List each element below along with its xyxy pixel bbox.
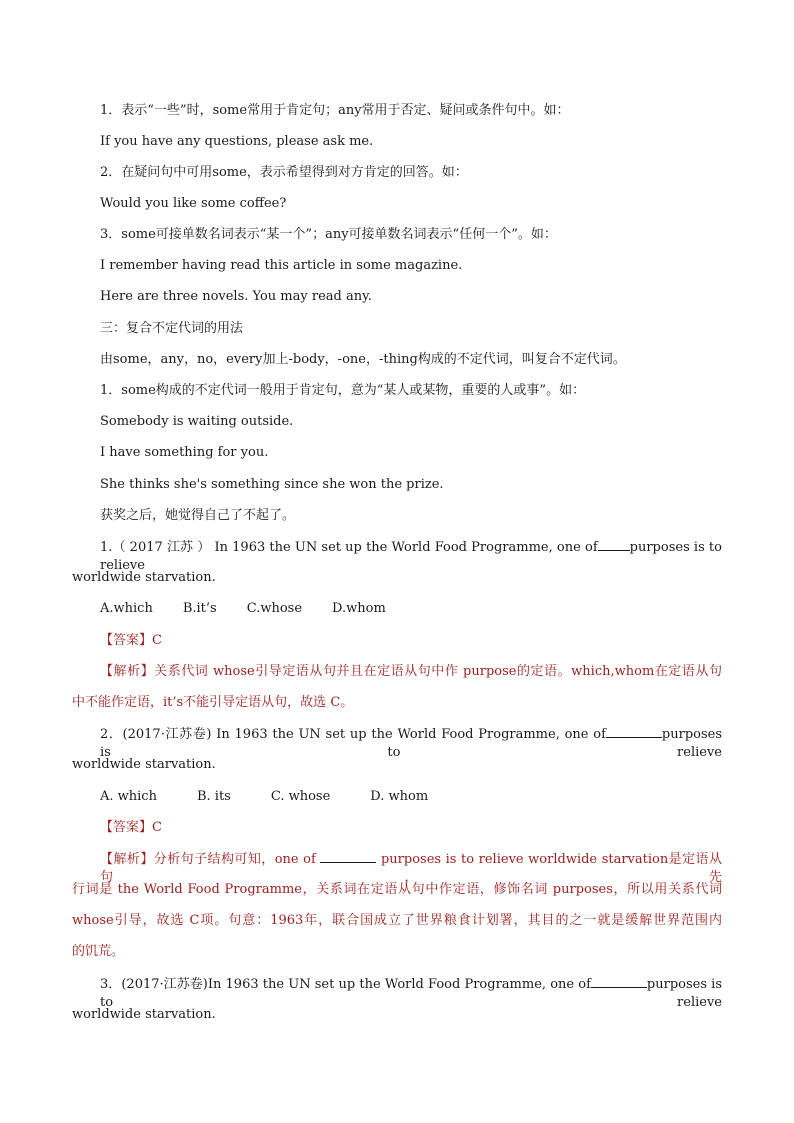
rule-compound-1: 1．some构成的不定代词一般用于肯定句，意为“某人或某物，重要的人或事”。如： bbox=[100, 383, 586, 398]
option-c: C.whose bbox=[246, 601, 303, 616]
example-translation: 获奖之后，她觉得自己了不起了。 bbox=[100, 508, 296, 523]
analysis-text: 行词是 the World Food Programme，关系词在定语从句中作定语，修饰名词 purposes，所以用关系代词 bbox=[72, 882, 722, 897]
question-1-options bbox=[100, 600, 416, 618]
question-2-stem-cont: worldwide starvation. bbox=[72, 757, 216, 772]
rule-some-any-2: 2．在疑问句中可用some，表示希望得到对方肯定的回答。如： bbox=[100, 165, 468, 180]
option-d: D.whom bbox=[332, 601, 386, 616]
question-3-stem-cont: worldwide starvation. bbox=[72, 1007, 216, 1022]
question-3-stem: 3．(2017·江苏卷)In 1963 the UN set up the World Food Programme, one of purposes is to relieve bbox=[100, 977, 722, 1010]
section-intro: 由some，any，no，every加上-body，-one，-thing构成的不定代词，叫复合不定代词。 bbox=[100, 352, 626, 367]
example-sentence: She thinks she's something since she won the prize. bbox=[100, 477, 444, 492]
rule-some-any-3: 3．some可接单数名词表示“某一个”；any可接单数名词表示“任何一个”。如： bbox=[100, 227, 557, 242]
option-b: B.it’s bbox=[182, 601, 217, 616]
example-sentence: Here are three novels. You may read any. bbox=[100, 289, 372, 304]
question-2-options bbox=[100, 788, 468, 806]
option-c: C. whose bbox=[270, 789, 331, 804]
rule-some-any-1: 1．表示“一些”时，some常用于肯定句；any常用于否定、疑问或条件句中。如： bbox=[100, 103, 570, 118]
analysis-text: 的饥荒。 bbox=[72, 944, 125, 959]
example-sentence: Somebody is waiting outside. bbox=[100, 414, 294, 429]
answer-blank bbox=[320, 850, 376, 863]
answer-blank bbox=[606, 725, 662, 738]
answer-label: 【答案】C bbox=[100, 820, 162, 835]
analysis-text: 中不能作定语，it’s不能引导定语从句，故选 C。 bbox=[72, 695, 354, 710]
question-2-stem: 2．(2017·江苏卷) In 1963 the UN set up the World Food Programme, one of purposes is to relieve bbox=[100, 727, 722, 760]
option-a: A.which bbox=[100, 601, 153, 616]
answer-label: 【答案】C bbox=[100, 633, 162, 648]
answer-blank bbox=[591, 975, 647, 988]
option-d: D. whom bbox=[370, 789, 429, 804]
example-sentence: Would you like some coffee? bbox=[100, 196, 287, 211]
example-sentence: If you have any questions, please ask me. bbox=[100, 134, 374, 149]
question-1-stem-cont: worldwide starvation. bbox=[72, 570, 216, 585]
analysis-text: 【解析】分析句子结构可知，one of purposes is to relieve worldwide starvation是定语从句，先 bbox=[100, 852, 722, 885]
option-a: A. which bbox=[100, 789, 157, 804]
analysis-text: 【解析】关系代词 whose引导定语从句并且在定语从句中作 purpose的定语。which,whom在定语从句 bbox=[100, 664, 722, 679]
analysis-text: whose引导，故选 C项。句意：1963年，联合国成立了世界粮食计划署，其目的之一就是缓解世界范围内 bbox=[72, 913, 722, 928]
section-heading: 三：复合不定代词的用法 bbox=[100, 321, 244, 336]
example-sentence: I remember having read this article in some magazine. bbox=[100, 258, 463, 273]
answer-blank bbox=[598, 538, 630, 551]
question-1-stem: 1.（ 2017 江苏 ） In 1963 the UN set up the World Food Programme, one of purposes is to relieve bbox=[100, 540, 722, 573]
example-sentence: I have something for you. bbox=[100, 445, 269, 460]
option-b: B. its bbox=[196, 789, 231, 804]
